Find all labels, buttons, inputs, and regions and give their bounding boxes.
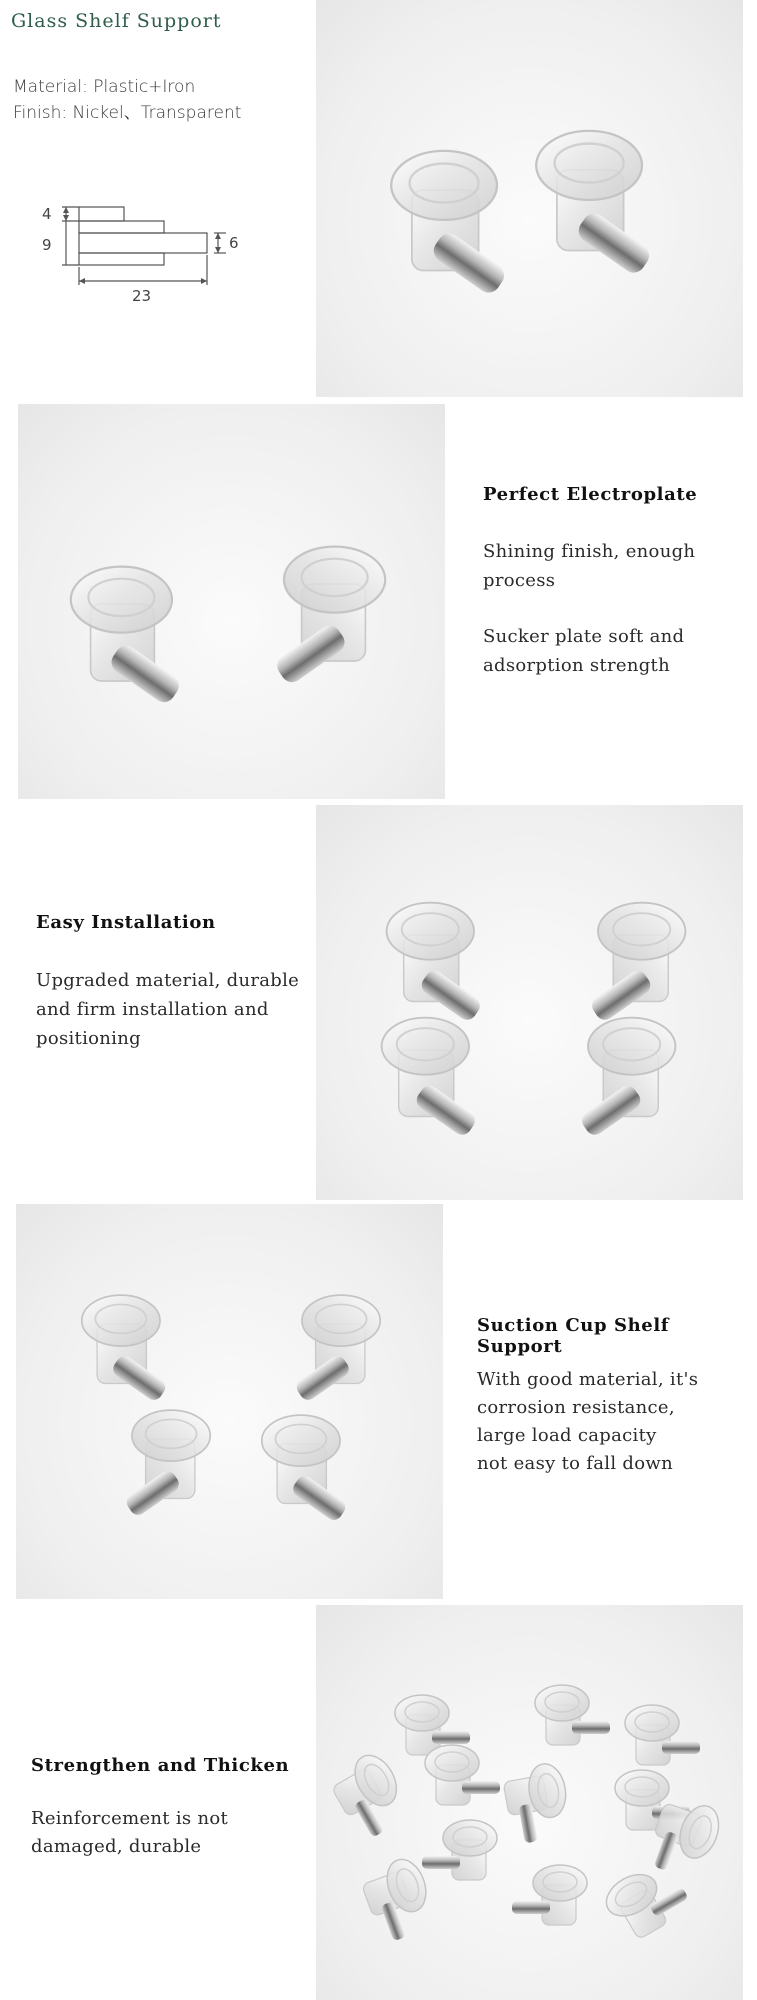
product-photo-4 bbox=[16, 1204, 443, 1599]
text-line: and firm installation and bbox=[36, 999, 269, 1020]
section-heading-electroplate: Perfect Electroplate bbox=[483, 484, 698, 505]
text-line: large load capacity bbox=[477, 1425, 657, 1446]
section-text-suction bbox=[477, 1366, 747, 1478]
text-line: not easy to fall down bbox=[477, 1453, 673, 1474]
section-text-installation bbox=[36, 966, 306, 1053]
material-spec: Material: Plastic+Iron bbox=[13, 77, 196, 97]
section-heading-strengthen: Strengthen and Thicken bbox=[31, 1755, 290, 1776]
dim-label-4: 4 bbox=[42, 205, 52, 223]
text-line: Reinforcement is not bbox=[31, 1808, 229, 1829]
finish-spec: Finish: Nickel、Transparent bbox=[13, 103, 242, 123]
dim-label-23: 23 bbox=[132, 287, 152, 305]
text-line: With good material, it's bbox=[477, 1369, 699, 1390]
product-photo-2 bbox=[18, 404, 445, 799]
text-line: damaged, durable bbox=[31, 1836, 202, 1857]
text-line: Sucker plate soft and bbox=[483, 626, 685, 647]
text-line: Shining finish, enough bbox=[483, 541, 696, 562]
text-line: corrosion resistance, bbox=[477, 1397, 675, 1418]
page-title: Glass Shelf Support bbox=[11, 10, 222, 32]
section-text-electroplate bbox=[483, 537, 743, 680]
dimension-diagram bbox=[36, 195, 246, 310]
product-photo-1 bbox=[316, 0, 743, 397]
product-photo-3 bbox=[316, 805, 743, 1200]
section-heading-installation: Easy Installation bbox=[36, 912, 216, 933]
text-line: Upgraded material, durable bbox=[36, 970, 300, 991]
text-line: positioning bbox=[36, 1028, 141, 1049]
section-text-strengthen bbox=[31, 1805, 301, 1861]
product-photo-5 bbox=[316, 1605, 743, 2000]
dim-label-6: 6 bbox=[229, 234, 239, 252]
text-line: adsorption strength bbox=[483, 655, 670, 676]
section-heading-suction: Suction Cup Shelf Support bbox=[477, 1315, 670, 1357]
text-line: process bbox=[483, 570, 556, 591]
dim-label-9: 9 bbox=[42, 236, 52, 254]
